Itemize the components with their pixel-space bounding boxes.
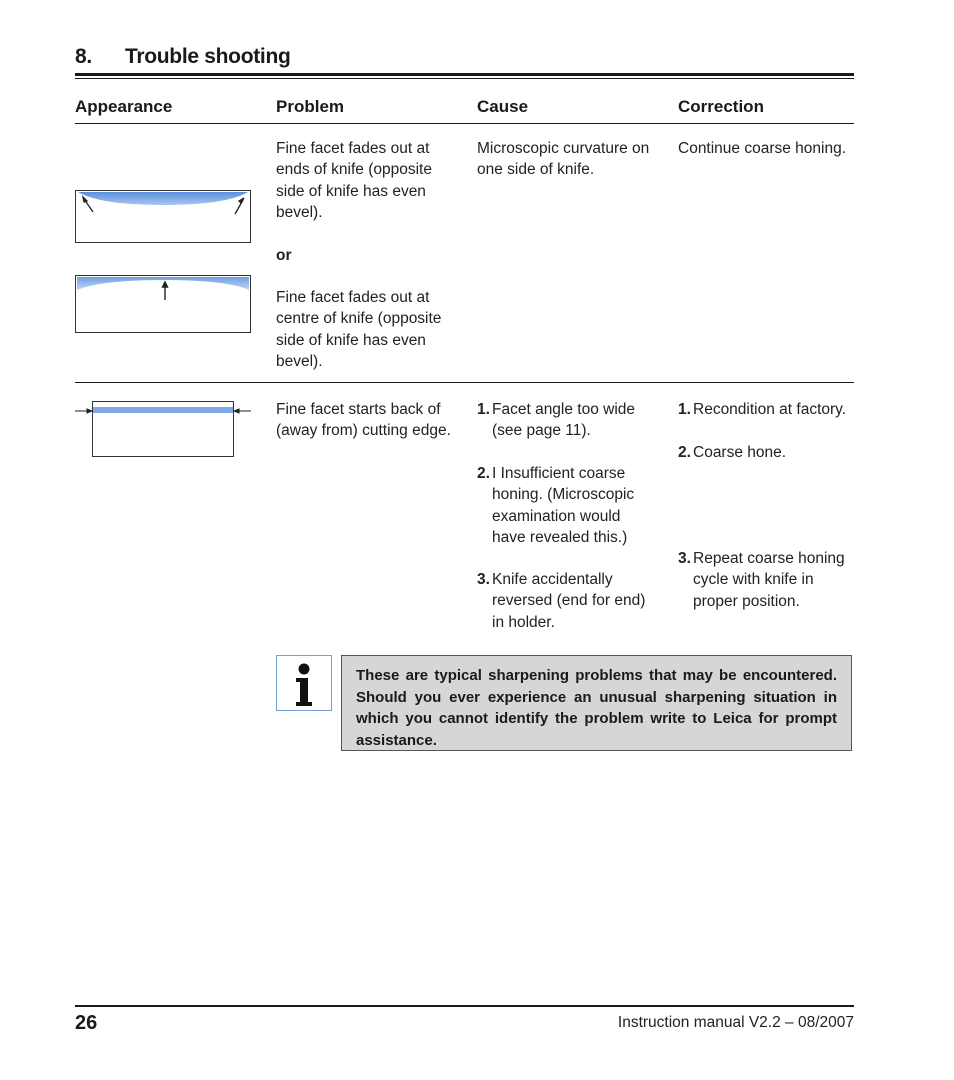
header-cause: Cause [477, 97, 529, 116]
section-title: Trouble shooting [125, 45, 291, 68]
page-title [75, 45, 854, 69]
cause-item [477, 463, 657, 549]
item-number: 2. [477, 465, 490, 482]
correction-item [678, 442, 858, 463]
correction-item [678, 548, 858, 612]
knife-centre-fade-drawing [76, 276, 250, 332]
header-rule [75, 123, 854, 124]
section-number: 8. [75, 45, 92, 68]
header-correction: Correction [678, 97, 764, 116]
cause-curvature: Microscopic curvature on one side of knife. [477, 140, 650, 179]
title-rule [75, 73, 854, 76]
item-number: 3. [477, 571, 490, 588]
item-text: I Insufficient coarse honing. (Microscopic examination would have revealed this.) [492, 465, 635, 547]
arrow-up-icon [163, 282, 168, 300]
item-text: Coarse hone. [693, 444, 787, 461]
arrow-left-icon [234, 409, 251, 413]
item-number: 3. [678, 550, 691, 567]
footer-rule [75, 1005, 854, 1007]
problem-text: Fine facet fades out at ends of knife (opposite side of knife has even bevel). [276, 140, 432, 222]
knife-facet-back-illustration [75, 400, 251, 458]
info-note: These are typical sharpening problems that may be encountered. Should you ever experience an unusual sharpening situation in which you cannot identify the problem write to Leica for prompt assistance. [341, 655, 852, 751]
row-divider [75, 382, 854, 383]
info-glyph [277, 656, 331, 710]
or-label: or [276, 247, 292, 264]
arrow-right-icon [235, 198, 244, 214]
item-text: Repeat coarse honing cycle with knife in proper position. [693, 550, 845, 610]
correction-continue-honing: Continue coarse honing. [678, 140, 847, 157]
cause-list [477, 399, 657, 442]
item-text: Knife accidentally reversed (end for end) in holder. [492, 571, 646, 631]
knife-centre-fade-illustration [75, 275, 251, 333]
facet-band [78, 192, 248, 205]
cause-list [477, 463, 657, 549]
item-text: Recondition at factory. [693, 401, 847, 418]
problem-text: Fine facet fades out at centre of knife (opposite side of knife has even bevel). [276, 289, 442, 371]
problem-facet-back: Fine facet starts back of (away from) cutting edge. [276, 401, 451, 440]
cause-item [477, 399, 657, 442]
header-problem: Problem [276, 97, 345, 116]
facet-band [93, 407, 233, 413]
arrow-left-icon [83, 197, 93, 212]
item-number: 1. [477, 401, 490, 418]
correction-list [678, 399, 858, 420]
header-appearance: Appearance [75, 97, 173, 116]
problem-centre-fade [276, 287, 456, 373]
item-text: Facet angle too wide (see page 11). [492, 401, 636, 440]
facet-band [77, 277, 249, 290]
item-number: 1. [678, 401, 691, 418]
cause-item [477, 569, 657, 633]
knife-facet-back-drawing [75, 400, 251, 458]
knife-ends-fade-illustration [75, 190, 251, 243]
item-number: 2. [678, 444, 691, 461]
title-rule-thin [75, 78, 854, 79]
correction-list [678, 442, 858, 463]
correction-list [678, 548, 858, 612]
knife-ends-fade-drawing [76, 191, 250, 242]
correction-item [678, 399, 858, 420]
arrow-right-icon [75, 409, 92, 413]
problem-ends-fade [276, 138, 456, 224]
page-number: 26 [75, 1012, 98, 1034]
manual-version: Instruction manual V2.2 – 08/2007 [617, 1014, 854, 1031]
cause-list [477, 569, 657, 633]
info-icon [276, 655, 332, 711]
